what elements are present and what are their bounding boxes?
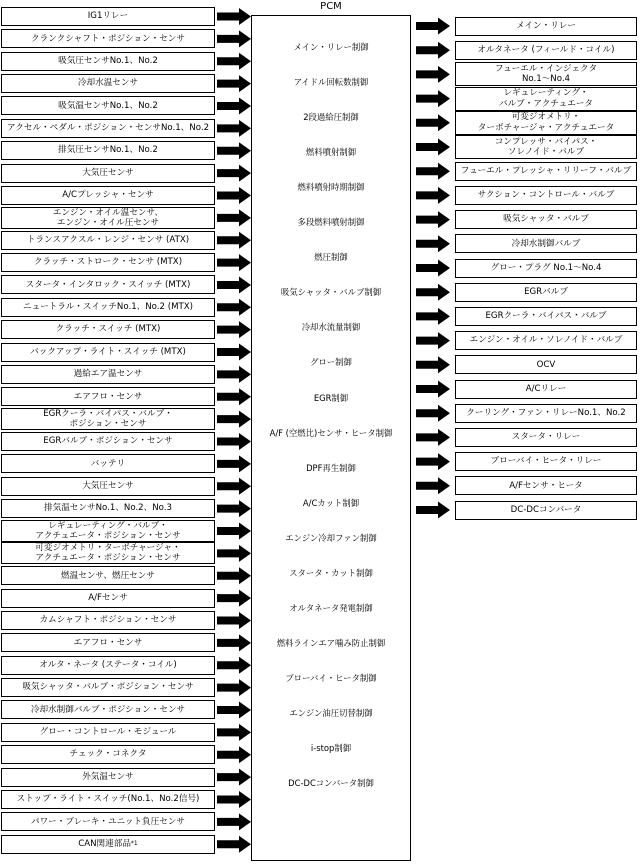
input-arrow [217,836,251,853]
input-arrow [217,187,251,204]
output-arrow [416,211,450,228]
output-arrow [416,429,450,446]
input-label: レギュレーティング・バルブ・ アクチュエータ・ポジション・センサ [35,521,181,541]
input-arrow [217,411,251,428]
input-arrow [217,232,251,249]
output-arrow [416,405,450,422]
output-arrow [416,381,450,398]
pcm-function: ブローバイ・ヒータ制御 [285,672,377,683]
input-arrow [217,344,251,361]
output-arrow [416,284,450,301]
output-arrow [416,477,450,494]
input-arrow [217,791,251,808]
output-arrow [416,66,450,83]
output-arrow [416,308,450,325]
input-label: ニュートラル・スイッチNo.1、No.2 (MTX) [23,302,193,313]
output-label: コンプレッサ・バイパス・ ソレノイド・バルブ [494,136,598,157]
output-arrow [416,114,450,131]
input-arrow [217,97,251,114]
input-label: 排気圧センサNo.1、No.2 [58,145,158,156]
input-arrow [217,8,251,25]
input-arrow [217,545,251,562]
input-arrow [217,299,251,316]
input-label: クラッチ・ストローク・センサ (MTX) [33,257,183,268]
input-arrow [217,701,251,718]
input-arrow [217,53,251,70]
input-arrow [217,634,251,651]
output-arrow [416,18,450,35]
pcm-function: 燃料噴射制御 [305,147,357,158]
input-label: A/Cプレッシャ・センサ [62,190,154,201]
input-arrow [217,366,251,383]
output-label: サクション・コントロール・バルブ [477,190,615,201]
output-arrow [416,332,450,349]
output-arrow [416,187,450,204]
input-label: カムシャフト・ポジション・センサ [39,615,177,626]
input-label: バッテリ [90,458,126,469]
input-label: アクセル・ペダル・ポジション・センサNo.1、No.2 [6,123,210,134]
output-arrow [416,260,450,277]
output-label: フューエル・プレッシャ・リリーフ・バルブ [460,165,632,176]
input-label: CAN関連部品 [78,838,131,849]
input-label: パワー・ブレーキ・ユニット負圧センサ [30,816,185,827]
input-label: 大気圧センサ [82,167,134,178]
input-arrow [217,120,251,137]
pcm-function: エンジン油圧切替制御 [289,707,373,718]
input-arrow [217,142,251,159]
output-arrow [416,502,450,519]
output-label: メイン・リレー [516,20,576,31]
pcm-function: i-stop制御 [310,743,352,753]
input-label: 吸気温センサNo.1、No.2 [58,100,158,111]
pcm-function: DC-DCコンバータ制御 [288,778,374,789]
pcm-function: 吸気シャッタ・バルブ制御 [280,287,382,298]
input-label: エアフロ・センサ [73,637,143,648]
input-label: 冷却水制御バルブ・ポジション・センサ [30,704,186,715]
input-label: 吸気シャッタ・バルブ・ポジション・センサ [22,682,194,693]
input-label: クラッチ・スイッチ (MTX) [55,324,161,335]
pcm-function: スタータ・カット制御 [289,567,373,578]
input-label: 冷却水温センサ [77,78,139,89]
output-label: EGRクーラ・バイパス・バルブ [485,311,607,322]
pcm-function: メイン・リレー制御 [293,42,369,52]
pcm-label: PCM [320,1,342,12]
input-label: 燃温センサ、燃圧センサ [61,570,155,581]
output-arrow [416,139,450,156]
output-label: 冷却水制御バルブ [511,238,581,249]
input-arrow [217,657,251,674]
input-label: スタータ・インタロック・スイッチ (MTX) [25,279,191,290]
pcm-function: 燃料噴射時期制御 [297,182,365,193]
pcm-function: A/Cカット制御 [302,497,360,508]
input-label: エアフロ・センサ [73,391,143,402]
input-item: CAN関連部品 *1 [1,835,215,854]
output-arrow [416,90,450,107]
output-label: エンジン・オイル・ソレノイド・バルブ [469,335,623,346]
output-label: オルタネータ (フィールド・コイル) [477,44,615,55]
output-label: フューエル・インジェクタ No.1～No.4 [494,63,598,85]
input-label: 可変ジオメトリ・ターボチャージャ・ アクチュエータ・ポジション・センサ [35,543,181,564]
input-label: オルタ・ネータ (ステータ・コイル) [39,659,177,670]
input-label: IG1リレー [87,11,129,22]
output-label: A/Cリレー [525,383,567,394]
input-label: EGRクーラ・バイパス・バルブ・ ポジション・センサ [43,409,173,430]
input-label: クランクシャフト・ポジション・センサ [31,33,185,44]
input-label: エンジン・オイル温センサ、 エンジン・オイル圧センサ [52,207,164,228]
output-label: 吸気シャッタ・バルブ [503,214,589,225]
input-arrow [217,590,251,607]
pcm-function: アイドル回転数制御 [293,77,369,88]
pcm-function: 燃料ラインエア噛み防止制御 [276,637,386,648]
input-arrow [217,523,251,540]
input-arrow [217,612,251,629]
input-arrow [217,209,251,226]
output-label: レギュレーティング・ バルブ・アクチュエータ [498,88,594,109]
input-arrow [217,679,251,696]
output-label: スタータ・リレー [511,432,581,443]
pcm-function: 冷却水流量制御 [301,322,361,333]
input-arrow [217,746,251,763]
input-label: グロー・コントロール・モジュール [39,727,177,738]
output-arrow [416,356,450,373]
input-label: 吸気圧センサNo.1、No.2 [58,55,158,66]
output-label: DC-DCコンバータ [510,504,582,515]
input-arrow [217,276,251,293]
input-label: A/Fセンサ [88,592,128,603]
pcm-function: オルタネータ発電制御 [289,602,373,613]
input-label: トランスアクスル・レンジ・センサ (ATX) [26,234,190,245]
input-arrow [217,433,251,450]
input-arrow [217,455,251,472]
input-arrow [217,75,251,92]
output-label: OCV [536,359,556,370]
input-arrow [217,165,251,182]
output-arrow [416,235,450,252]
input-arrow [217,567,251,584]
input-arrow [217,724,251,741]
pcm-function: EGR制御 [313,392,349,403]
pcm-function: 2段過給圧制御 [303,112,359,123]
input-arrow [217,321,251,338]
output-label: EGRバルブ [524,286,568,297]
input-arrow [217,388,251,405]
input-arrow [217,813,251,830]
input-label: 大気圧センサ [82,481,134,492]
input-label: ストップ・ライト・スイッチ(No.1、No.2信号) [16,794,200,805]
output-arrow [416,163,450,180]
input-label: 過給エア温センサ [73,369,143,380]
input-arrow [217,500,251,517]
input-label: バックアップ・ライト・スイッチ (MTX) [30,346,186,357]
pcm-function: エンジン冷却ファン制御 [285,532,377,543]
input-arrow [217,478,251,495]
pcm-function: 多段燃料噴射制御 [297,217,365,228]
input-label: 排気温センサNo.1、No.2、No.3 [44,503,172,514]
input-arrow [217,30,251,47]
output-arrow [416,453,450,470]
input-arrow [217,254,251,271]
input-label: EGRバルブ・ポジション・センサ [43,436,173,447]
input-label: チェック・コネクタ [69,749,147,760]
output-arrow [416,42,450,59]
pcm-function: 燃圧制御 [314,252,348,263]
pcm-function: グロー制御 [310,357,352,368]
output-label: ブローバイ・ヒータ・リレー [490,456,602,467]
output-label: A/Fセンサ・ヒータ [509,480,583,491]
pcm-function: A/F (空燃比)センサ・ヒータ制御 [269,427,393,438]
input-arrow [217,769,251,786]
input-label: 外気温センサ [82,771,134,782]
output-label: クーリング・ファン・リレーNo.1、No.2 [466,407,626,418]
output-label: 可変ジオメトリ・ ターボチャージャ・アクチュエータ [477,112,615,133]
pcm-function: DPF再生制御 [306,462,356,473]
output-label: グロー・プラグ No.1～No.4 [490,262,602,273]
